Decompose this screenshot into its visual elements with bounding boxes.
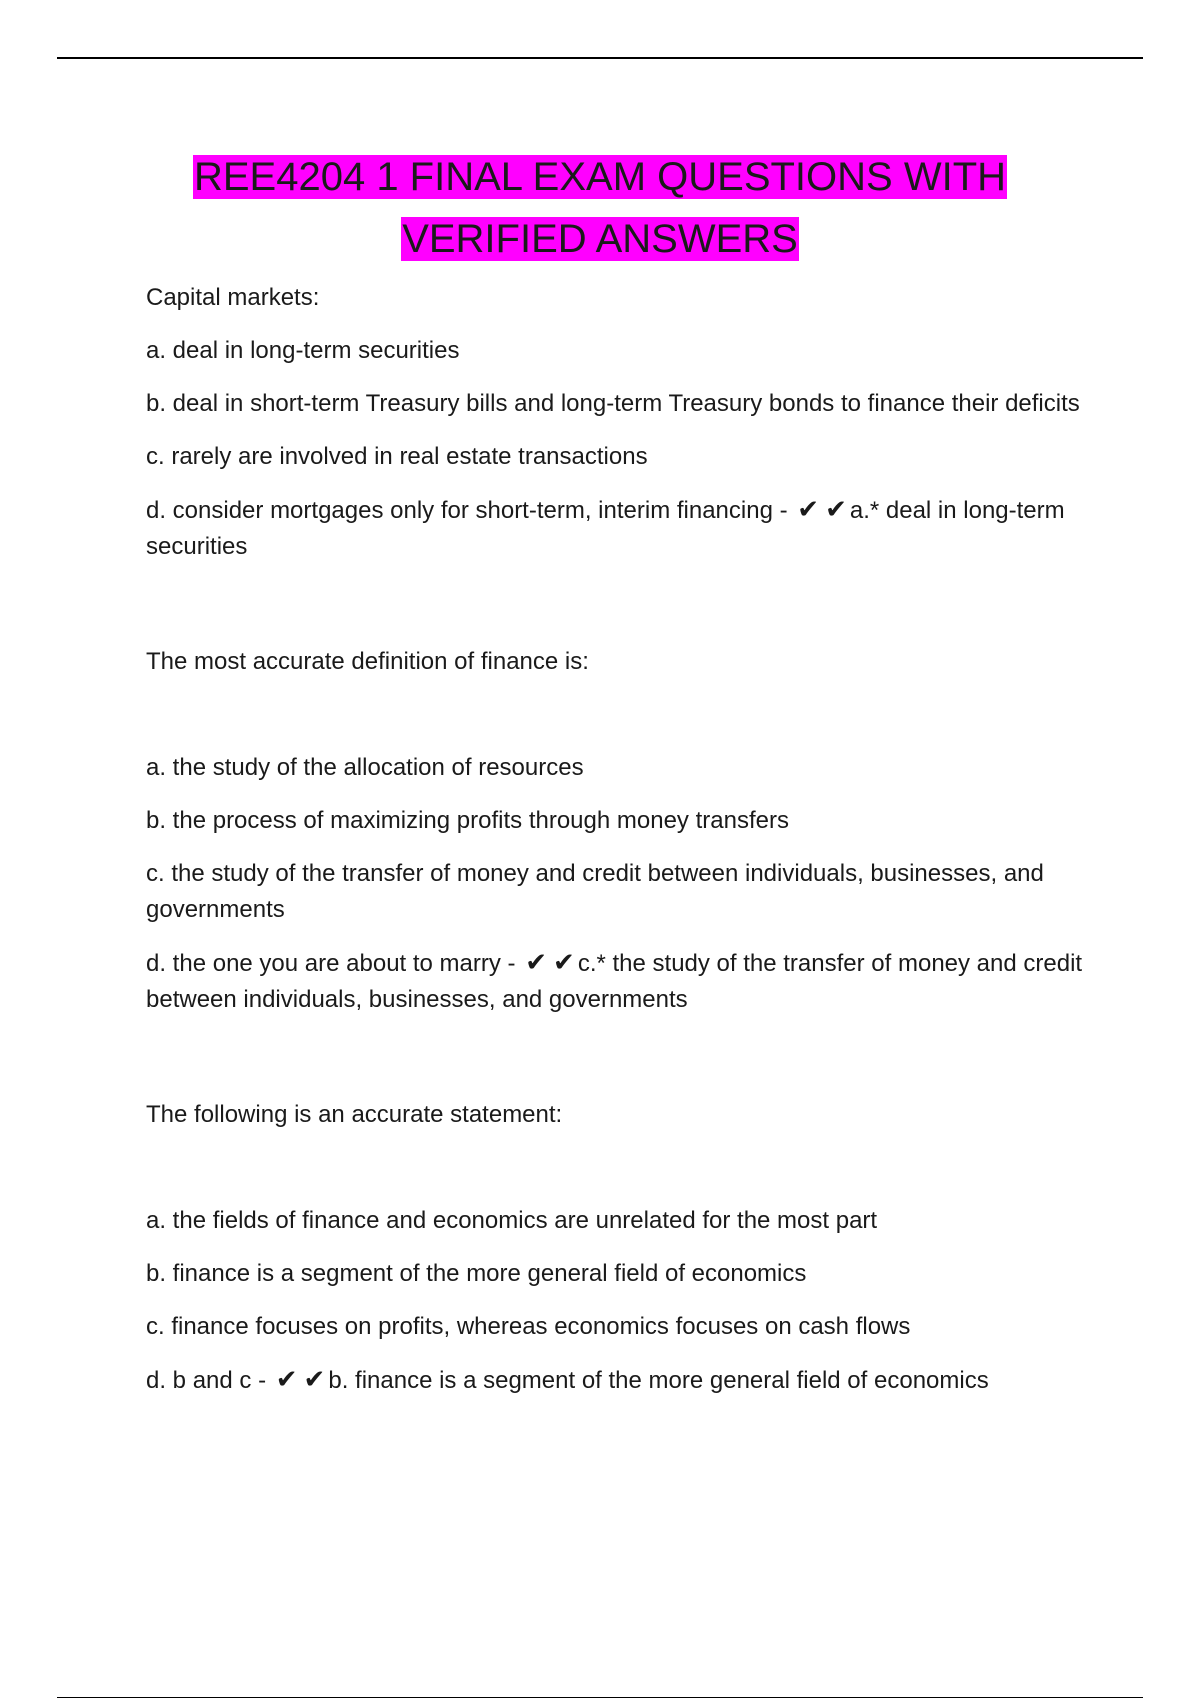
question-3-option-c: c. finance focuses on profits, whereas economics focuses on cash flows [146, 1313, 911, 1340]
question-1-option-d-answer [146, 492, 1086, 565]
question-1-answer: a.* deal in long-term securities [146, 497, 1065, 560]
checkmark-icon: ✔ [825, 495, 847, 525]
questions-content [146, 280, 1086, 1416]
question-1-option-b: b. deal in short-term Treasury bills and long-term Treasury bonds to finance their deficits [146, 390, 1080, 417]
question-3-text: The following is an accurate statement: [146, 1101, 563, 1128]
checkmark-icon: ✔ [553, 948, 575, 978]
bottom-rule [57, 1697, 1143, 1698]
question-1-text: Capital markets: [146, 284, 320, 311]
question-2-text: The most accurate definition of finance is: [146, 648, 589, 675]
question-2-option-c: c. the study of the transfer of money and credit between individuals, businesses, and governments [146, 860, 1044, 923]
checkmark-icon: ✔ [303, 1365, 326, 1395]
question-2-option-d: d. the one you are about to marry - [146, 950, 516, 977]
checkmark-icon: ✔ [797, 495, 820, 525]
question-2-option-b: b. the process of maximizing profits through money transfers [146, 807, 789, 834]
question-3-answer: b. finance is a segment of the more general field of economics [328, 1367, 989, 1394]
question-2-answer: c.* the study of the transfer of money and credit between individuals, businesses, and governments [146, 950, 1083, 1013]
question-3-option-d: d. b and c - [146, 1367, 267, 1394]
question-1-option-d: d. consider mortgages only for short-term, interim financing - [146, 497, 788, 524]
checkmark-icon: ✔ [525, 948, 548, 978]
question-1-option-a: a. deal in long-term securities [146, 337, 460, 364]
question-3-option-a: a. the fields of finance and economics are unrelated for the most part [146, 1207, 878, 1234]
top-rule [57, 57, 1143, 59]
title-line-2: VERIFIED ANSWERS [402, 217, 798, 261]
question-2-option-d-answer [146, 945, 1086, 1018]
checkmark-icon: ✔ [275, 1365, 298, 1395]
question-2-option-a: a. the study of the allocation of resources [146, 754, 584, 781]
question-1-option-c: c. rarely are involved in real estate transactions [146, 443, 648, 470]
title-line-1: REE4204 1 FINAL EXAM QUESTIONS WITH [193, 155, 1007, 199]
question-3-option-b: b. finance is a segment of the more general field of economics [146, 1260, 807, 1287]
question-3-option-d-answer [146, 1362, 1086, 1399]
page-title [0, 146, 1200, 270]
